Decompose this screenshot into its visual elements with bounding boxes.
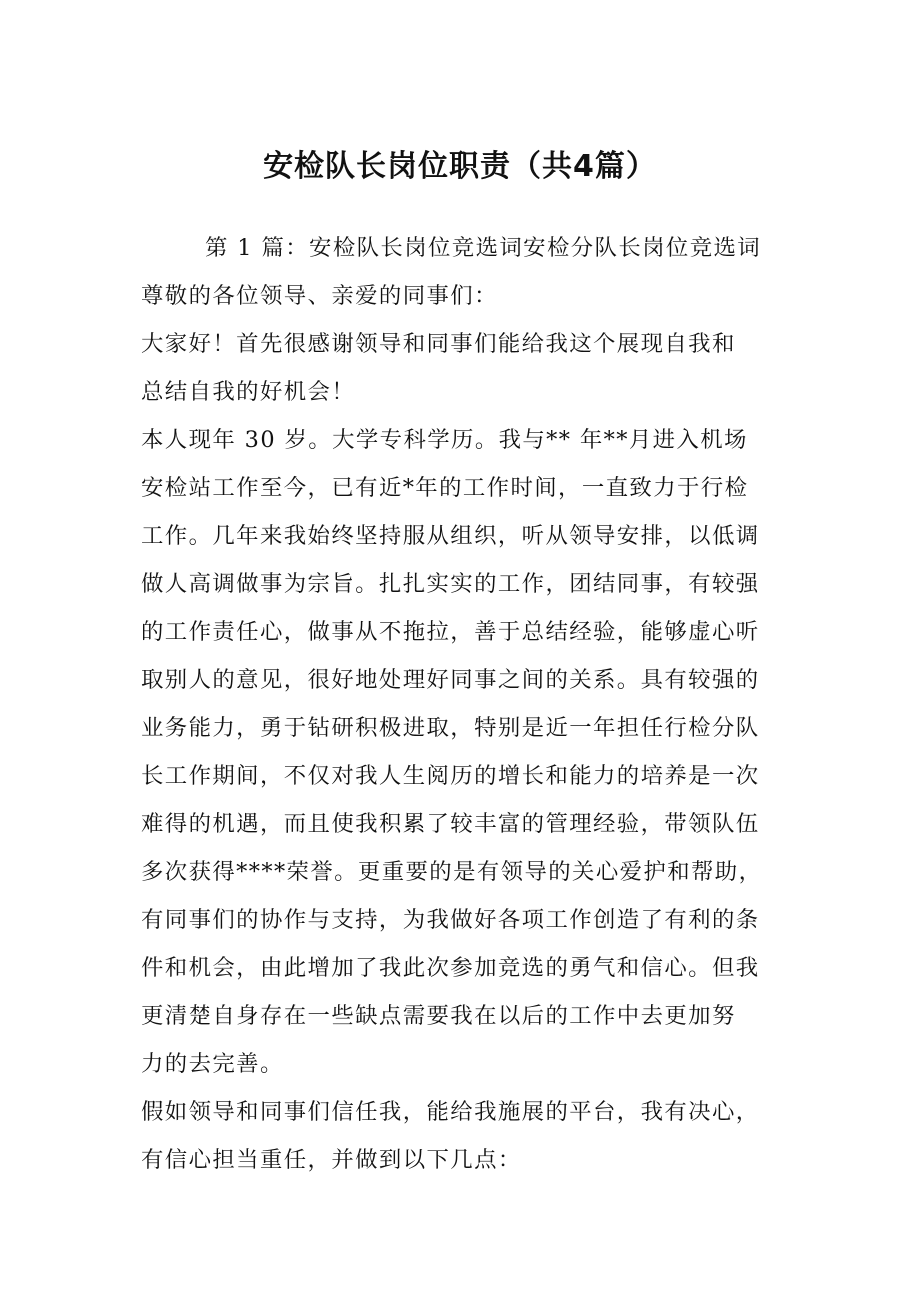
text-line: 假如领导和同事们信任我，能给我施展的平台，我有决心， [141,1099,760,1125]
text-line: 总结自我的好机会！ [141,379,356,405]
text-line: 本人现年 30 岁。大学专科学历。我与** 年**月进入机场 [141,427,748,453]
text-line: 更清楚自身存在一些缺点需要我在以后的工作中去更加努 [141,1003,736,1029]
text-line: 有信心担当重任，并做到以下几点： [141,1147,522,1173]
text-line: 业务能力，勇于钻研积极进取，特别是近一年担任行检分队 [141,715,760,741]
text-line: 取别人的意见，很好地处理好同事之间的关系。具有较强的 [141,667,760,693]
text-line: 有同事们的协作与支持，为我做好各项工作创造了有利的条 [141,907,760,933]
document-title: 安检队长岗位职责（共4篇） [263,149,657,184]
text-line: 尊敬的各位领导、亲爱的同事们： [141,283,498,309]
text-line: 多次获得****荣誉。更重要的是有领导的关心爱护和帮助， [141,859,763,885]
text-line: 工作。几年来我始终坚持服从组织，听从领导安排，以低调 [141,523,760,549]
text-line: 长工作期间，不仅对我人生阅历的增长和能力的培养是一次 [141,763,760,789]
text-line: 难得的机遇，而且使我积累了较丰富的管理经验，带领队伍 [141,811,760,837]
text-line: 的工作责任心，做事从不拖拉，善于总结经验，能够虚心听 [141,619,760,645]
text-line: 做人高调做事为宗旨。扎扎实实的工作，团结同事，有较强 [141,571,760,597]
text-line: 第 1 篇：安检队长岗位竞选词安检分队长岗位竞选词 [205,235,762,261]
text-line: 安检站工作至今，已有近*年的工作时间，一直致力于行检 [141,475,749,501]
text-line: 件和机会，由此增加了我此次参加竞选的勇气和信心。但我 [141,955,760,981]
text-line: 大家好！首先很感谢领导和同事们能给我这个展现自我和 [141,331,736,357]
text-line: 力的去完善。 [141,1051,284,1077]
document-body [141,224,791,1184]
